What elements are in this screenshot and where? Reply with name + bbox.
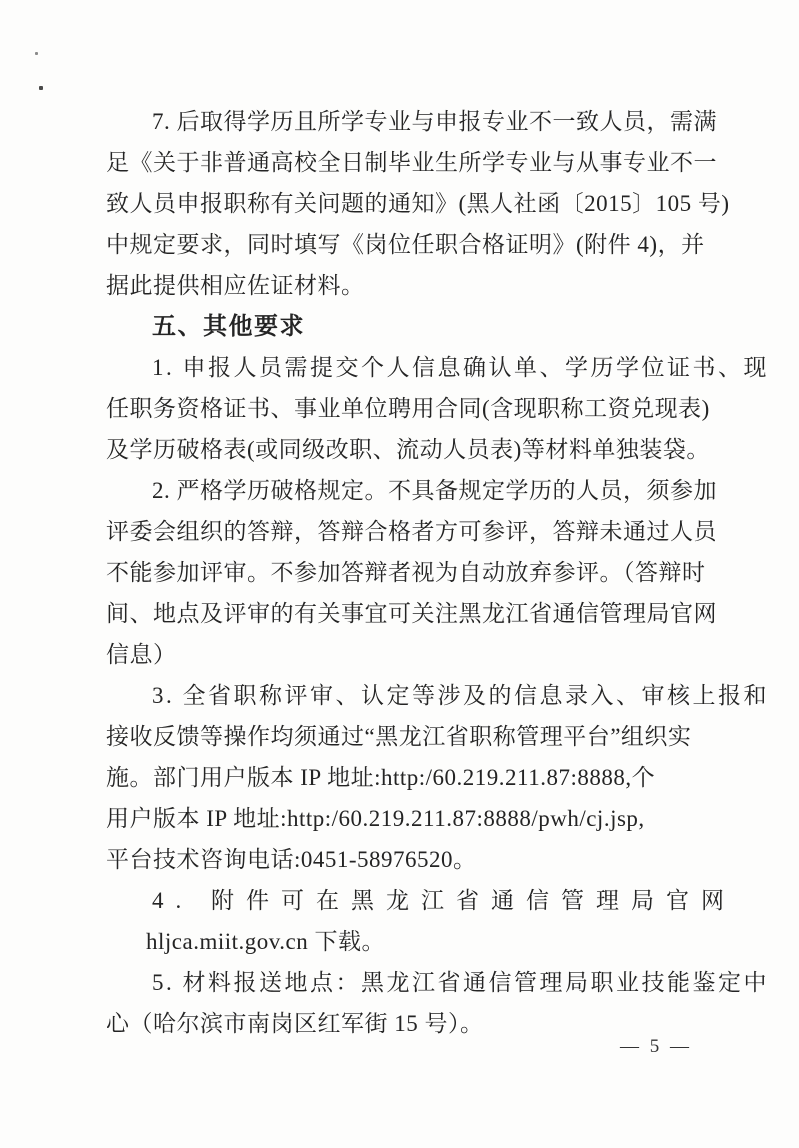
document-body (106, 101, 769, 1044)
text-line: 4. 附件可在黑龙江省通信管理局官网 (152, 888, 736, 913)
text-line: 致人员申报职称有关问题的通知》(黑人社函〔2015〕105 号) (106, 191, 730, 216)
text-line: 足《关于非普通高校全日制毕业生所学专业与从事专业不一 (106, 150, 717, 175)
text-line: 不能参加评审。不参加答辩者视为自动放弃参评。（答辩时 (106, 560, 706, 585)
text-line: 用户版本 IP 地址:http:/60.219.211.87:8888/pwh/cj.jsp, (106, 806, 645, 831)
text-line: 3. 全省职称评审、认定等涉及的信息录入、审核上报和 (152, 683, 769, 708)
text-line: 间、地点及评审的有关事宜可关注黑龙江省通信管理局官网 (106, 601, 717, 626)
item-1-submit-materials (106, 347, 769, 470)
scan-artifact-dot (35, 52, 38, 55)
text-line: 任职务资格证书、事业单位聘用合同(含现职称工资兑现表) (106, 396, 710, 421)
text-line: 据此提供相应佐证材料。 (106, 273, 365, 298)
paragraph-7-degree-mismatch (106, 101, 730, 306)
text-line: 5. 材料报送地点：黑龙江省通信管理局职业技能鉴定中 (152, 970, 769, 995)
text-line: hljca.miit.gov.cn 下载。 (146, 929, 385, 954)
text-line: 施。部门用户版本 IP 地址:http:/60.219.211.87:8888,个 (106, 765, 656, 790)
text-line: 平台技术咨询电话:0451-58976520。 (106, 847, 477, 872)
text-line: 7. 后取得学历且所学专业与申报专业不一致人员，需满 (152, 109, 717, 134)
scan-artifact-dot (39, 86, 43, 90)
text-line: 1. 申报人员需提交个人信息确认单、学历学位证书、现 (152, 355, 769, 380)
item-5-delivery-address (106, 962, 769, 1044)
item-2-degree-exception-rules (106, 470, 717, 675)
page-number: — 5 — (620, 1036, 692, 1057)
text-line: 2. 严格学历破格规定。不具备规定学历的人员，须参加 (152, 478, 717, 503)
text-line: 心（哈尔滨市南岗区红军街 15 号）。 (106, 1011, 484, 1036)
item-4-attachment-download (106, 880, 736, 962)
item-3-platform-info (106, 675, 769, 880)
text-line: 中规定要求，同时填写《岗位任职合格证明》(附件 4)，并 (106, 232, 705, 257)
text-line: 接收反馈等操作均须通过“黑龙江省职称管理平台”组织实 (106, 724, 692, 749)
text-line: 评委会组织的答辩，答辩合格者方可参评，答辩未通过人员 (106, 519, 717, 544)
text-line: 信息） (106, 642, 177, 667)
section-heading-other-requirements: 五、其他要求 (152, 313, 305, 340)
text-line: 及学历破格表(或同级改职、流动人员表)等材料单独装袋。 (106, 437, 710, 462)
